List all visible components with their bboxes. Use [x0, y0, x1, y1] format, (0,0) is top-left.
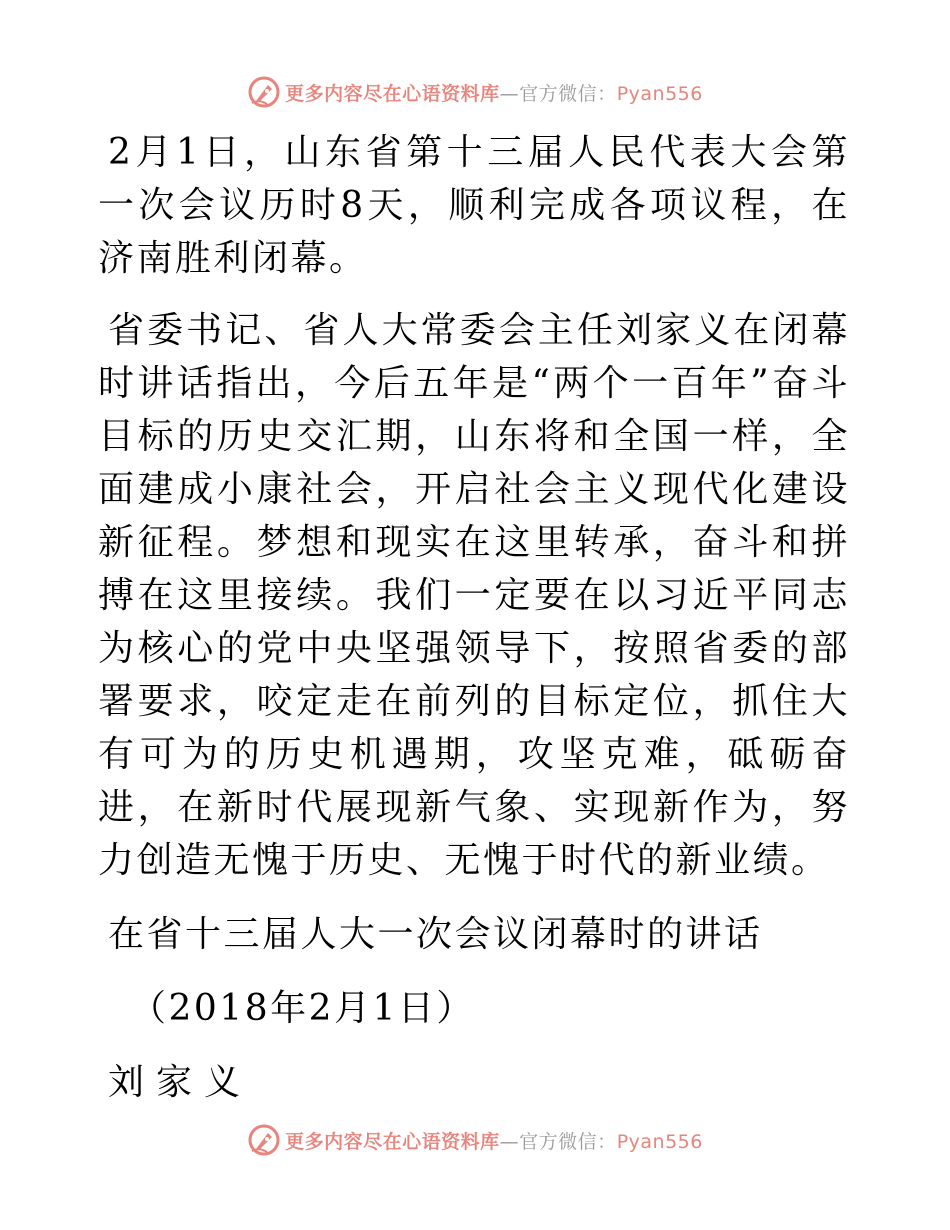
speech-author: 刘家义: [108, 1062, 253, 1103]
banner-wechat-label: 官方微信：: [519, 82, 617, 105]
header-watermark-banner: [0, 72, 950, 112]
paragraph-1: 2月1日，山东省第十三届人民代表大会第一次会议历时8天，顺利完成各项议程，在济南胜利闭幕。: [98, 132, 850, 279]
paragraph-2: 省委书记、省人大常委会主任刘家义在闭幕时讲话指出，今后五年是“两个一百年”奋斗目标的历史交汇期，山东将和全国一样，全面建成小康社会，开启社会主义现代化建设新征程。梦想和现实在这里转承，奋斗和拼搏在这里接续。我们一定要在以习近平同志为核心的党中央坚强领导下，按照省委的部署要求，咬定走在前列的目标定位，抓住大有可为的历史机遇期，攻坚克难，砥砺奋进，在新时代展现新气象、实现新作为，努力创造无愧于历史、无愧于时代的新业绩。: [98, 310, 850, 881]
pen-nib-icon: [247, 75, 281, 109]
speech-title: 在省十三届人大一次会议闭幕时的讲话: [108, 914, 763, 955]
banner-main-text: 更多内容尽在心语资料库: [285, 1130, 500, 1153]
speech-date: （2018年2月1日）: [130, 988, 475, 1029]
pen-nib-icon: [247, 1123, 281, 1157]
banner-separator: —: [499, 82, 520, 105]
banner-separator: —: [499, 1130, 520, 1153]
footer-watermark-banner: [0, 1120, 950, 1160]
banner-wechat-label: 官方微信：: [519, 1130, 617, 1153]
banner-text: [285, 1127, 703, 1154]
document-body: [98, 126, 850, 1109]
banner-text: [285, 79, 703, 106]
banner-main-text: 更多内容尽在心语资料库: [285, 82, 500, 105]
banner-wechat-handle: Pyan556: [616, 1130, 703, 1153]
banner-wechat-handle: Pyan556: [616, 82, 703, 105]
